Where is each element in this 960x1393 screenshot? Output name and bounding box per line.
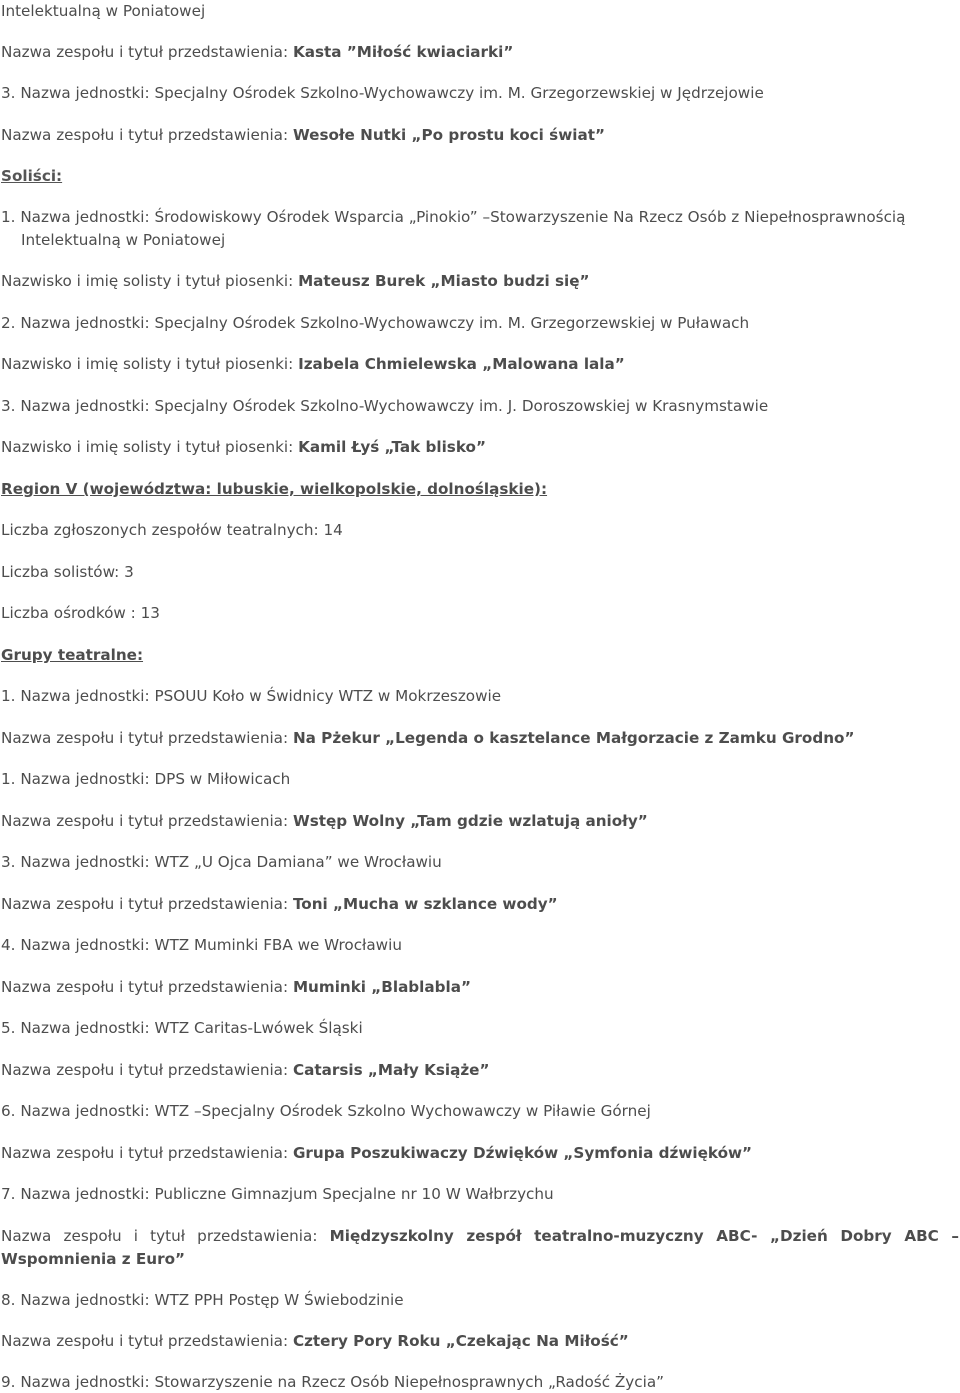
field-value: Wstęp Wolny „Tam gdzie wzlatują anioły” — [292, 812, 648, 830]
field-label: Nazwisko i imię solisty i tytuł piosenki: — [1, 272, 299, 290]
unit-line: 8. Nazwa jednostki: WTZ PPH Postęp W Świebodzinie — [1, 1291, 404, 1309]
field-value: Grupa Poszukiwaczy Dźwięków „Symfonia dźwięków” — [292, 1144, 753, 1162]
field-label: Nazwisko i imię solisty i tytuł piosenki: — [1, 355, 299, 373]
continued-unit-name: Intelektualną w Poniatowej — [1, 2, 206, 20]
field-label: Nazwa zespołu i tytuł przedstawienia: — [1, 1227, 330, 1245]
field-label: Nazwa zespołu i tytuł przedstawienia: — [1, 729, 293, 747]
unit-line: 6. Nazwa jednostki: WTZ –Specjalny Ośrodek Szkolno Wychowawczy w Piławie Górnej — [1, 1102, 651, 1120]
unit-line: 1. Nazwa jednostki: DPS w Miłowicach — [1, 770, 291, 788]
field-value: Izabela Chmielewska „Malowana lala” — [298, 355, 625, 373]
group-title-line — [1, 41, 960, 63]
field-value: Kasta ”Miłość kwiaciarki” — [292, 43, 514, 61]
unit-line: 3. Nazwa jednostki: WTZ „U Ojca Damiana” we Wrocławiu — [1, 853, 442, 871]
unit-line: 1. Nazwa jednostki: PSOUU Koło w Świdnicy WTZ w Mokrzeszowie — [1, 687, 502, 705]
group-title-line — [1, 810, 960, 832]
field-value: Catarsis „Mały Książe” — [292, 1061, 490, 1079]
unit-line: 2. Nazwa jednostki: Specjalny Ośrodek Szkolno-Wychowawczy im. M. Grzegorzewskiej w Puławach — [1, 314, 750, 332]
group-title-line — [1, 893, 960, 915]
stat-soloists: Liczba solistów: 3 — [1, 563, 134, 581]
unit-line: 4. Nazwa jednostki: WTZ Muminki FBA we Wrocławiu — [1, 936, 402, 954]
field-value: Wesołe Nutki „Po prostu koci świat” — [292, 126, 605, 144]
field-label: Nazwa zespołu i tytuł przedstawienia: — [1, 126, 293, 144]
field-label: Nazwa zespołu i tytuł przedstawienia: — [1, 43, 293, 61]
soloist-line — [1, 270, 960, 292]
unit-line-continued: Intelektualną w Poniatowej — [21, 231, 226, 249]
field-value: Mateusz Burek „Miasto budzi się” — [298, 272, 590, 290]
soloist-line — [1, 436, 960, 458]
field-value: Muminki „Blablabla” — [292, 978, 471, 996]
unit-line: 3. Nazwa jednostki: Specjalny Ośrodek Szkolno-Wychowawczy im. M. Grzegorzewskiej w Jędrzejowie — [1, 84, 764, 102]
group-title-line — [1, 1142, 960, 1164]
field-label: Nazwa zespołu i tytuł przedstawienia: — [1, 1144, 293, 1162]
region-heading: Region V (województwa: lubuskie, wielkopolskie, dolnośląskie): — [1, 480, 548, 498]
field-label: Nazwa zespołu i tytuł przedstawienia: — [1, 1061, 293, 1079]
unit-line: 5. Nazwa jednostki: WTZ Caritas-Lwówek Śląski — [1, 1019, 363, 1037]
field-label: Nazwa zespołu i tytuł przedstawienia: — [1, 978, 293, 996]
unit-line: 7. Nazwa jednostki: Publiczne Gimnazjum Specjalne nr 10 W Wałbrzychu — [1, 1185, 554, 1203]
field-label: Nazwisko i imię solisty i tytuł piosenki: — [1, 438, 299, 456]
field-label: Nazwa zespołu i tytuł przedstawienia: — [1, 1332, 293, 1350]
unit-line: 3. Nazwa jednostki: Specjalny Ośrodek Szkolno-Wychowawczy im. J. Doroszowskiej w Krasnymstawie — [1, 397, 769, 415]
group-title-line — [1, 1330, 960, 1352]
field-value: Kamil Łyś „Tak blisko” — [298, 438, 486, 456]
group-title-paragraph — [1, 1225, 959, 1271]
group-title-line — [1, 1059, 960, 1081]
field-label: Nazwa zespołu i tytuł przedstawienia: — [1, 895, 293, 913]
unit-line: 1. Nazwa jednostki: Środowiskowy Ośrodek Wsparcia „Pinokio” –Stowarzyszenie Na Rzecz Osób z Niepełnosprawnością — [1, 208, 906, 226]
unit-line: 9. Nazwa jednostki: Stowarzyszenie na Rzecz Osób Niepełnosprawnych „Radość Życia” — [1, 1373, 665, 1391]
section-heading-theatre-groups: Grupy teatralne: — [1, 646, 144, 664]
field-value: Toni „Mucha w szklance wody” — [292, 895, 558, 913]
stat-centers: Liczba ośrodków : 13 — [1, 604, 160, 622]
field-value: Cztery Pory Roku „Czekając Na Miłość” — [292, 1332, 629, 1350]
section-heading-soloists: Soliści: — [1, 167, 63, 185]
group-title-line — [1, 727, 960, 749]
stat-teams: Liczba zgłoszonych zespołów teatralnych: 14 — [1, 521, 343, 539]
field-label: Nazwa zespołu i tytuł przedstawienia: — [1, 812, 293, 830]
group-title-line — [1, 976, 960, 998]
field-value-continued: Wspomnienia z Euro” — [1, 1250, 186, 1268]
group-title-line — [1, 124, 960, 146]
field-value: Międzyszkolny zespół teatralno-muzyczny ABC- „Dzień Dobry ABC – — [329, 1227, 960, 1245]
group-title-row — [1, 1225, 959, 1248]
soloist-line — [1, 353, 960, 375]
field-value: Na Pżekur „Legenda o kasztelance Małgorzacie z Zamku Grodno” — [292, 729, 855, 747]
